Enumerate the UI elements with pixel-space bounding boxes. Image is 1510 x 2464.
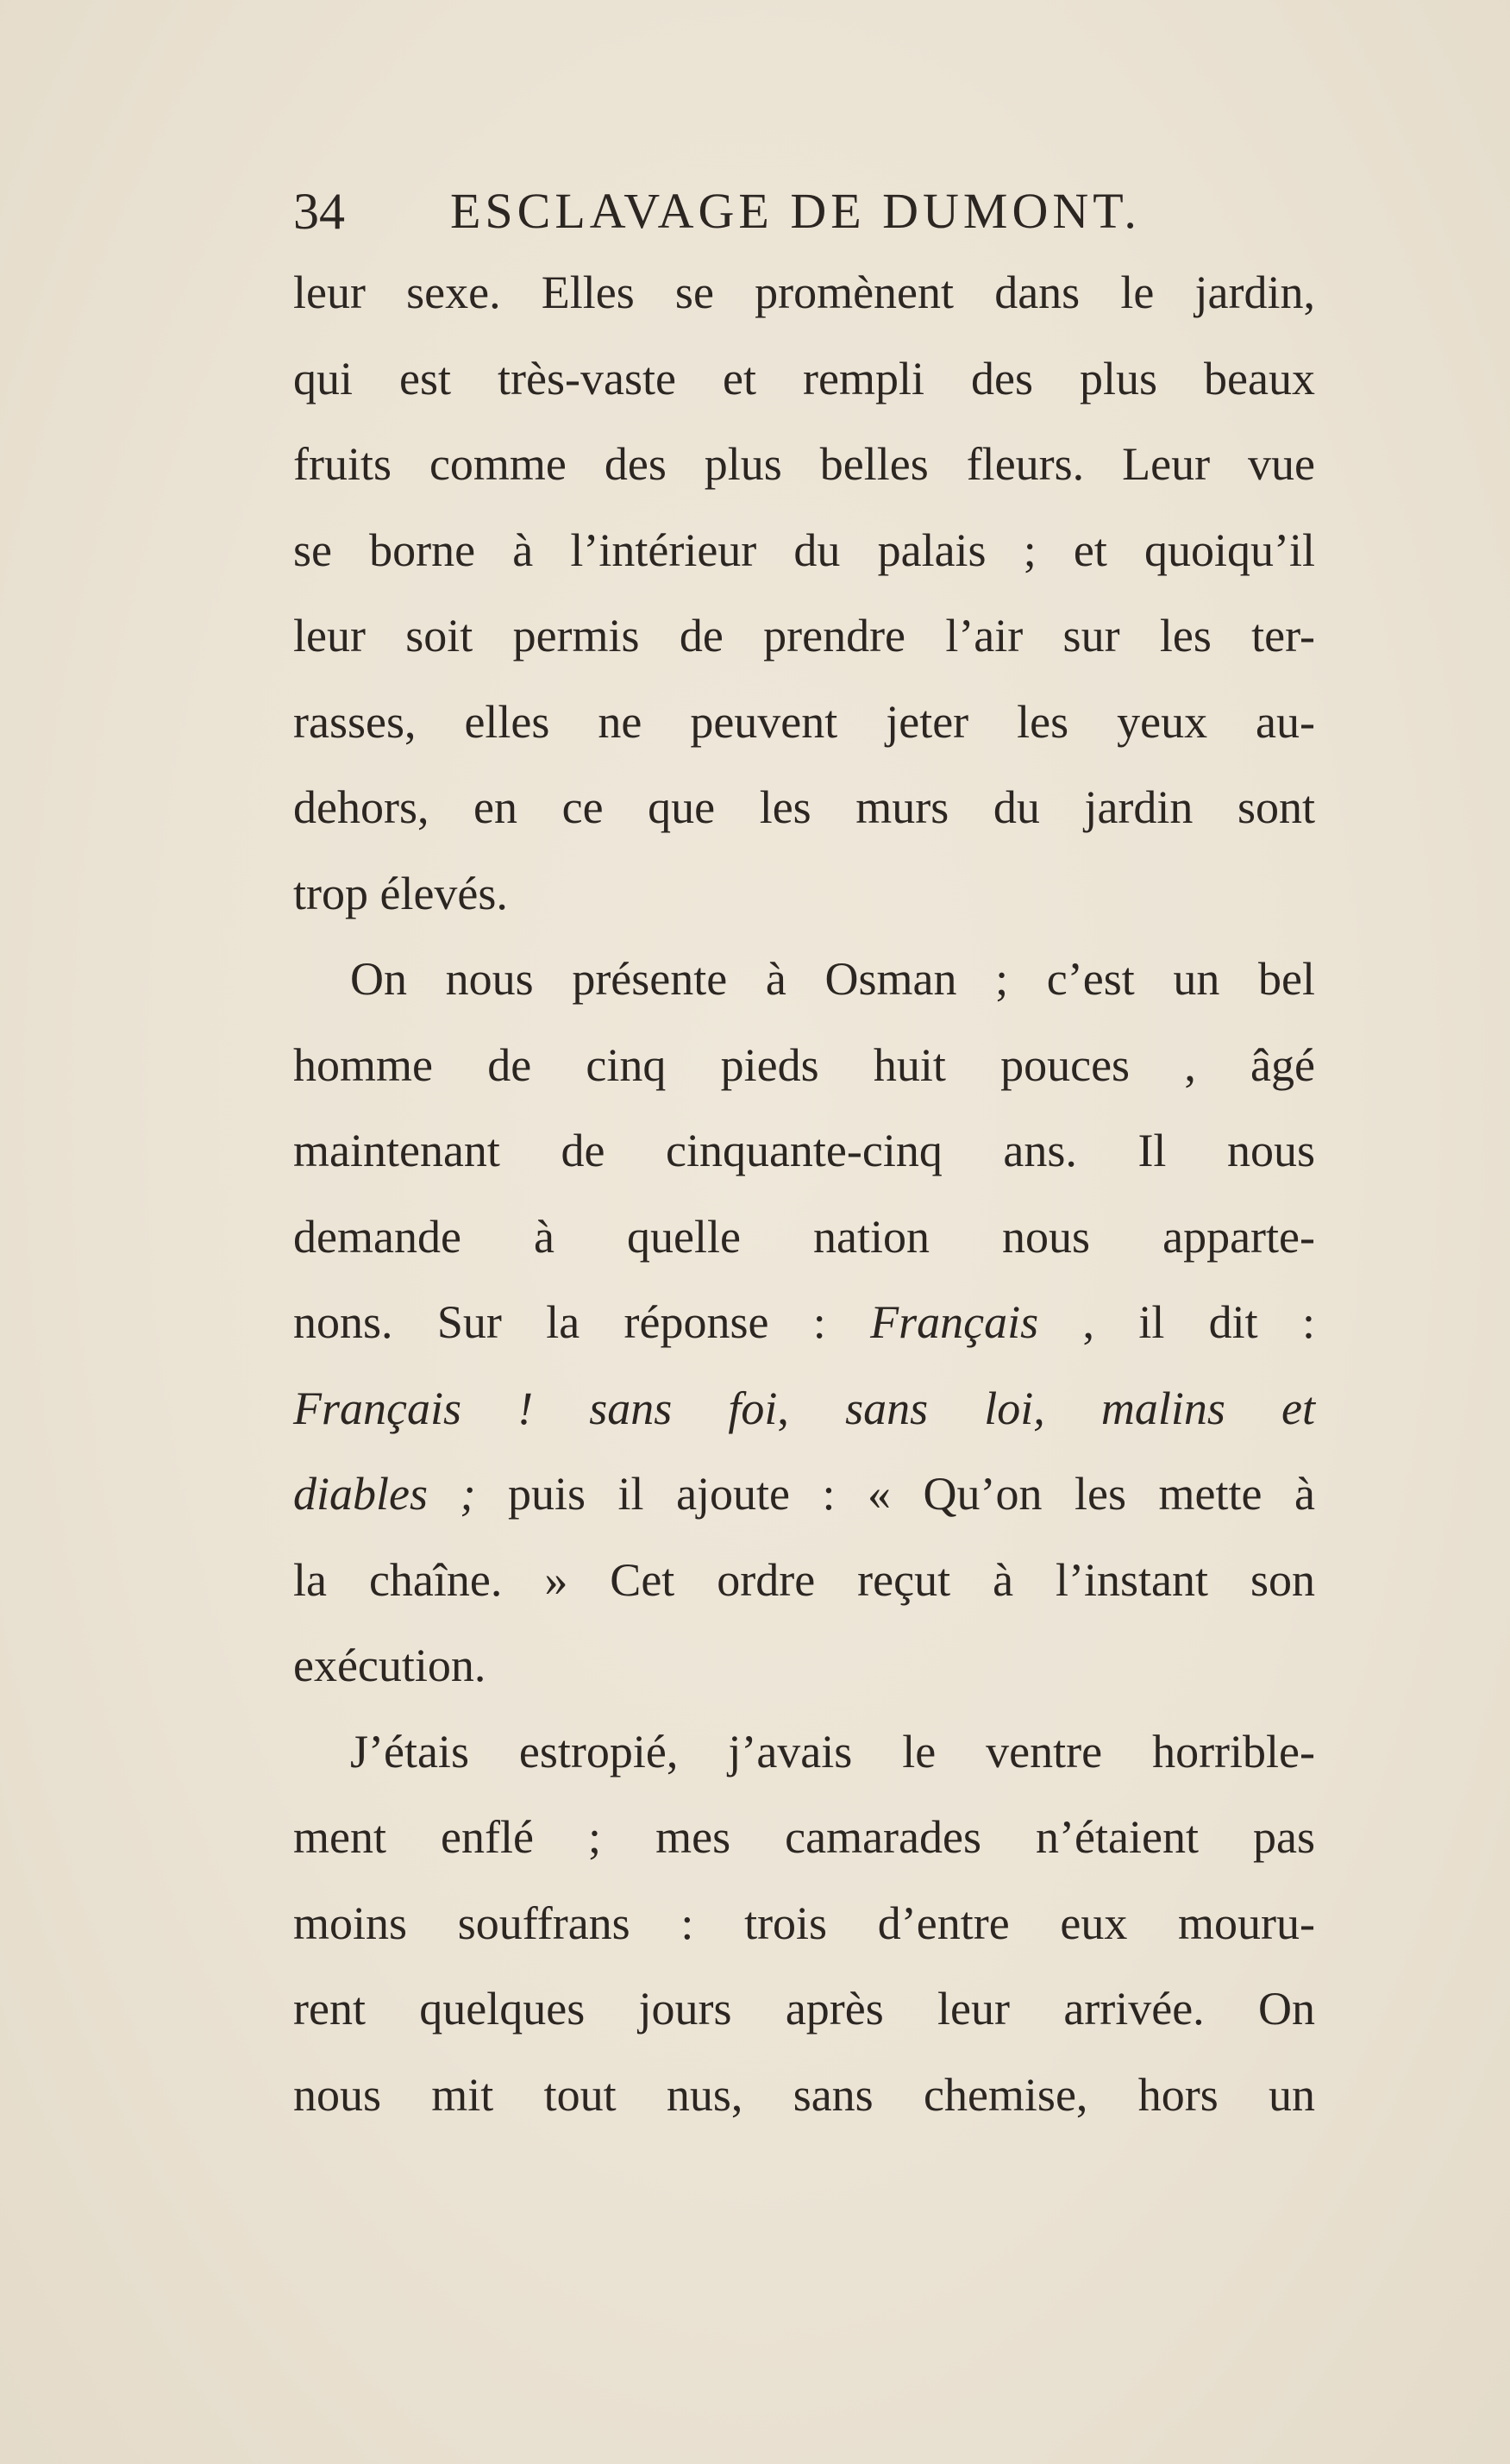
text-line-16: la chaîne. » Cet ordre reçut à l’instant son	[293, 1553, 1315, 1606]
italic-quote-1: Français ! sans foi	[293, 1382, 778, 1434]
text-line-20: moins souffrans : trois d’entre eux mouru-	[293, 1897, 1315, 1949]
text-line-2: qui est très-vaste et rempli des plus beaux	[293, 352, 1315, 404]
text-line-13: nons. Sur la réponse : Français , il dit :	[293, 1296, 1316, 1348]
text-line-21: rent quelques jours après leur arrivée. On	[293, 1983, 1315, 2035]
text-line-10: homme de cinq pieds huit pouces , âgé	[293, 1038, 1315, 1091]
text-line-8: trop élevés.	[293, 867, 508, 919]
text-line-1: leur sexe. Elles se promènent dans le jardin,	[293, 266, 1315, 318]
text-line-22: nous mit tout nus, sans chemise, hors un	[293, 2068, 1315, 2121]
body-text	[293, 250, 1315, 2138]
text-line-15: diables ; puis il ajoute : « Qu’on les mette à	[293, 1468, 1315, 1520]
text-line-11: maintenant de cinquante-cinq ans. Il nous	[293, 1125, 1315, 1176]
text-line-17: exécution.	[293, 1640, 486, 1691]
italic-diables: diables ;	[293, 1468, 476, 1520]
page-number: 34	[293, 183, 345, 240]
text-line-12: demande à quelle nation nous apparte-	[293, 1210, 1315, 1263]
italic-quote-2: sans loi, malins et	[845, 1382, 1315, 1434]
italic-francais: Français	[870, 1296, 1039, 1348]
text-line-3: fruits comme des plus belles fleurs. Leur vue	[293, 438, 1315, 490]
text-line-6: rasses, elles ne peuvent jeter les yeux au-	[293, 695, 1315, 748]
text-line-4: se borne à l’intérieur du palais ; et quoiqu’il	[293, 524, 1315, 576]
page-header	[293, 172, 1156, 250]
running-title: ESCLAVAGE DE DUMONT.	[450, 183, 1141, 239]
text-line-14: Français ! sans foi, sans loi, malins et	[293, 1382, 1315, 1434]
text-line-19: ment enflé ; mes camarades n’étaient pas	[293, 1811, 1315, 1863]
text-line-7: dehors, en ce que les murs du jardin sont	[293, 781, 1315, 833]
text-line-18: J’étais estropié, j’avais le ventre horrible-	[350, 1725, 1315, 1777]
text-line-9: On nous présente à Osman ; c’est un bel	[350, 953, 1315, 1005]
text-line-5: leur soit permis de prendre l’air sur les ter-	[293, 610, 1315, 661]
